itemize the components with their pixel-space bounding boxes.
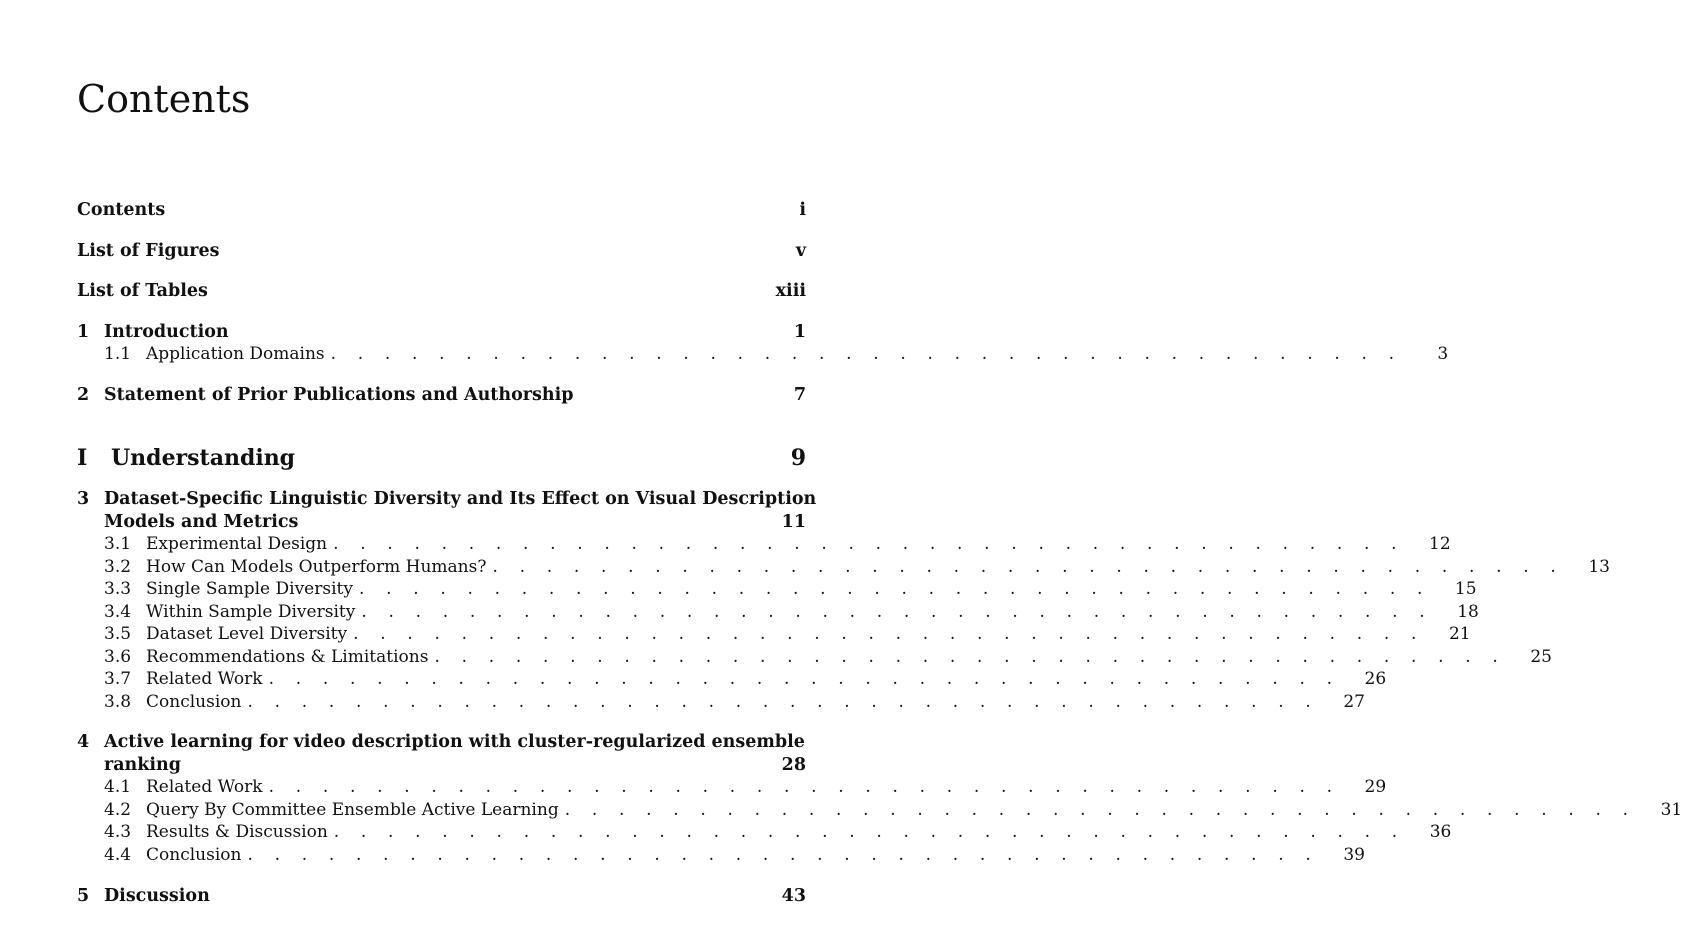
section-page: 13: [1588, 557, 1610, 577]
chapter-page: 43: [781, 886, 806, 906]
section-number: 4.3: [104, 822, 132, 842]
section-number: 4.1: [104, 777, 132, 797]
section-title: Results & Discussion: [146, 822, 328, 842]
toc-section-4-4[interactable]: [104, 844, 1365, 867]
chapter-title-line2: Models and Metrics: [104, 512, 299, 532]
chapter-number: 2: [77, 385, 90, 405]
entry-title: List of Figures: [77, 241, 220, 261]
section-number: 3.7: [104, 669, 132, 689]
section-page: 27: [1343, 692, 1365, 712]
leader-dots: . . . . . . . . . . . . . . . . . . . . . . . . . . . . . . . . . . . . . . . .: [268, 669, 1341, 689]
section-title: Conclusion: [146, 692, 242, 712]
toc-chapter-5[interactable]: [77, 885, 806, 907]
section-title: Within Sample Diversity: [146, 602, 356, 622]
chapter-number: 5: [77, 886, 90, 906]
toc-section-3-8[interactable]: [104, 691, 1365, 714]
toc-section-3-2[interactable]: [104, 556, 1610, 579]
chapter-number: 3: [77, 489, 90, 509]
section-title: Related Work: [146, 777, 263, 797]
chapter-page: 7: [793, 385, 806, 405]
leader-dots: . . . . . . . . . . . . . . . . . . . . . . . . . . . . . . . . . . . . . . . .: [361, 602, 1433, 622]
toc-part-1[interactable]: [77, 444, 806, 472]
section-title: How Can Models Outperform Humans?: [146, 557, 487, 577]
section-number: 3.2: [104, 557, 132, 577]
section-page: 18: [1457, 602, 1479, 622]
entry-page: v: [795, 241, 806, 261]
chapter-title-line1: Active learning for video description with cluster-regularized ensemble: [104, 732, 805, 752]
section-number: 1.1: [104, 344, 132, 364]
leader-dots: . . . . . . . . . . . . . . . . . . . . . . . . . . . . . . . . . . . . . . . .: [353, 624, 1425, 644]
part-number: I: [77, 445, 88, 471]
section-page: 15: [1454, 579, 1477, 599]
leader-dots: . . . . . . . . . . . . . . . . . . . . . . . . . . . . . . . . . . . . . . . .: [247, 845, 1319, 865]
leader-dots: . . . . . . . . . . . . . . . . . . . . . . . . . . . . . . . . . . . . . . . .: [268, 777, 1341, 797]
section-title: Related Work: [146, 669, 263, 689]
chapter-number: 4: [77, 732, 90, 752]
toc-chapter-3[interactable]: [77, 488, 817, 534]
toc-section-3-3[interactable]: [104, 578, 1477, 601]
section-number: 4.2: [104, 800, 132, 820]
chapter-title: Discussion: [104, 886, 210, 906]
toc-section-4-3[interactable]: [104, 821, 1452, 844]
toc-chapter-1[interactable]: [77, 321, 806, 343]
section-title: Recommendations & Limitations: [146, 647, 429, 667]
leader-dots: . . . . . . . . . . . . . . . . . . . . . . . . . . . . . . . . . . . . . . . .: [333, 822, 1406, 842]
section-page: 25: [1530, 647, 1552, 667]
leader-dots: . . . . . . . . . . . . . . . . . . . . . . . . . . . . . . . . . . . . . . . .: [492, 557, 1564, 577]
toc-section-4-2[interactable]: [104, 799, 1682, 822]
part-title: Understanding: [111, 445, 296, 471]
toc-section-3-6[interactable]: [104, 646, 1552, 669]
section-page: 12: [1429, 534, 1451, 554]
section-page: 26: [1364, 669, 1387, 689]
leader-dots: . . . . . . . . . . . . . . . . . . . . . . . . . . . . . . . . . . . . . . . .: [330, 344, 1403, 364]
leader-dots: . . . . . . . . . . . . . . . . . . . . . . . . . . . . . . . . . . . . . . . .: [333, 534, 1405, 554]
toc-entry-contents[interactable]: [77, 199, 806, 221]
section-number: 3.8: [104, 692, 132, 712]
section-number: 3.5: [104, 624, 132, 644]
page-title: Contents: [77, 77, 251, 121]
part-page: 9: [790, 445, 806, 471]
section-page: 36: [1429, 822, 1452, 842]
section-number: 3.6: [104, 647, 132, 667]
entry-page: xiii: [775, 281, 806, 301]
section-title: Conclusion: [146, 845, 242, 865]
toc-section-3-4[interactable]: [104, 601, 1479, 624]
toc-chapter-2[interactable]: [77, 384, 806, 406]
section-title: Experimental Design: [146, 534, 328, 554]
toc-entry-list-of-figures[interactable]: [77, 240, 806, 262]
toc-section-3-7[interactable]: [104, 668, 1387, 691]
section-number: 3.3: [104, 579, 132, 599]
section-number: 4.4: [104, 845, 132, 865]
toc-section-4-1[interactable]: [104, 776, 1387, 799]
chapter-page: 28: [781, 755, 806, 775]
toc-chapter-4[interactable]: [77, 731, 806, 777]
section-page: 3: [1437, 344, 1449, 364]
leader-dots: . . . . . . . . . . . . . . . . . . . . . . . . . . . . . . . . . . . . . . . .: [434, 647, 1506, 667]
section-title: Single Sample Diversity: [146, 579, 353, 599]
toc-entry-list-of-tables[interactable]: [77, 280, 806, 302]
section-page: 31: [1660, 800, 1682, 820]
chapter-page: 1: [793, 322, 806, 342]
section-number: 3.1: [104, 534, 132, 554]
section-page: 21: [1448, 624, 1471, 644]
section-title: Dataset Level Diversity: [146, 624, 348, 644]
entry-title: List of Tables: [77, 281, 208, 301]
section-number: 3.4: [104, 602, 132, 622]
section-page: 39: [1343, 845, 1365, 865]
chapter-number: 1: [77, 322, 90, 342]
chapter-title-line1: Dataset-Specific Linguistic Diversity and Its Effect on Visual Description: [104, 489, 817, 509]
section-title: Query By Committee Ensemble Active Learning: [146, 800, 559, 820]
leader-dots: . . . . . . . . . . . . . . . . . . . . . . . . . . . . . . . . . . . . . . . .: [564, 800, 1637, 820]
chapter-title: Introduction: [104, 322, 229, 342]
leader-dots: . . . . . . . . . . . . . . . . . . . . . . . . . . . . . . . . . . . . . . . .: [247, 692, 1319, 712]
toc-section-1-1[interactable]: [104, 343, 1449, 366]
section-title: Application Domains: [146, 344, 325, 364]
toc-section-3-5[interactable]: [104, 623, 1471, 646]
chapter-title: Statement of Prior Publications and Authorship: [104, 385, 574, 405]
chapter-page: 11: [781, 512, 806, 532]
entry-page: i: [799, 200, 806, 220]
chapter-title-line2: ranking: [104, 755, 182, 775]
toc-section-3-1[interactable]: [104, 533, 1451, 556]
section-page: 29: [1364, 777, 1387, 797]
entry-title: Contents: [77, 200, 166, 220]
leader-dots: . . . . . . . . . . . . . . . . . . . . . . . . . . . . . . . . . . . . . . . .: [358, 579, 1431, 599]
